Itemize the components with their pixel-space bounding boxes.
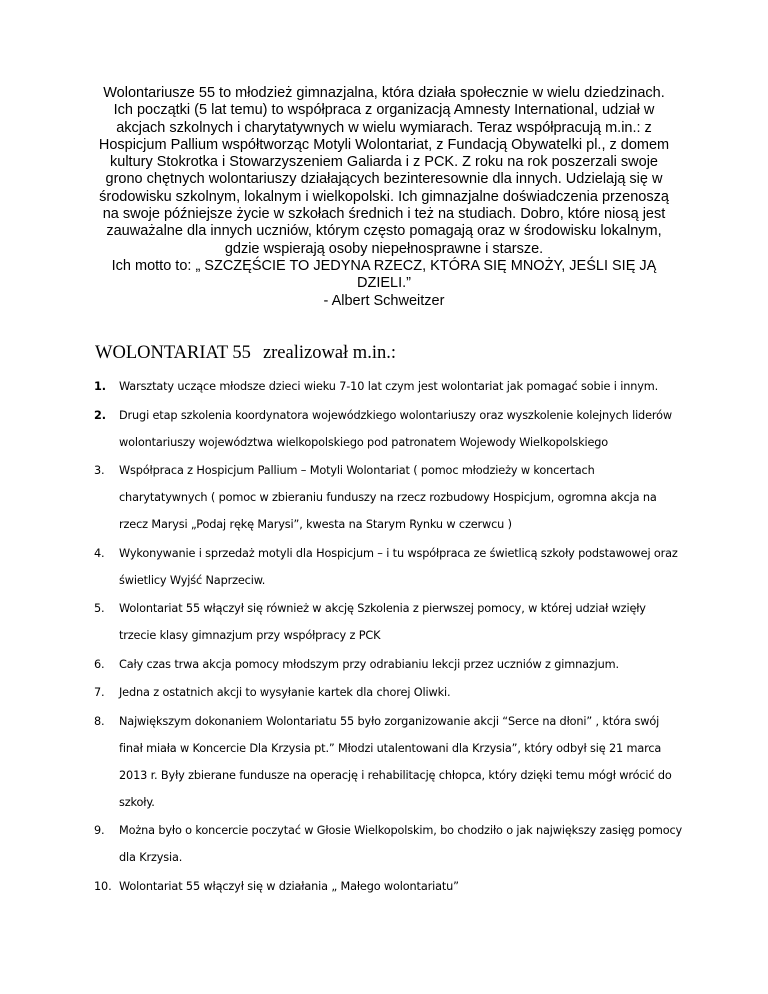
- list-item-number: 9.: [94, 824, 105, 837]
- list-item-number: 10.: [94, 879, 112, 893]
- list-item: [94, 817, 684, 871]
- list-item-number: 7.: [94, 686, 105, 699]
- list-item-text: Jedna z ostatnich akcji to wysyłanie kartek dla chorej Oliwki.: [119, 686, 451, 699]
- list-item-text: Wolontariat 55 włączył się w działania „ Małego wolontariatu”: [119, 879, 459, 893]
- list-item-number: 3.: [94, 464, 105, 477]
- achievements-list: [94, 373, 684, 901]
- list-item-number: 5.: [94, 602, 105, 615]
- list-item-text: Warsztaty uczące młodsze dzieci wieku 7-10 lat czym jest wolontariat jak pomagać sobie i innym.: [119, 380, 659, 393]
- intro-paragraph-1: Wolontariusze 55 to młodzież gimnazjalna, która działa społecznie w wielu dziedzinach.: [103, 85, 665, 101]
- list-item-number: 1.: [94, 380, 106, 393]
- intro-paragraph-2: Ich początki (5 lat temu) to współpraca z organizacją Amnesty International, udział w akcjach szkolnych i charytatywnych w wielu wymiarach. Teraz współpracują m.in.: z Hospicjum Pallium współtworząc Motyli Wolontariat, z Fundacją Obywatelki pl., z domem kultury Stokrotka i Stowarzyszeniem Galiarda i z PCK. Z roku na rok poszerzali swoje grono chętnych wolontariuszy działających bezinteresownie dla innych. Udzielają się w środowisku szkolnym, lokalnym i wielkopolski. Ich gimnazjalne doświadczenia przenoszą na swoje późniejsze życie w szkołach średnich i też na studiach. Dobro, które niosą jest zauważalne dla innych uczniów, którym często pomagają oraz w środowisku lokalnym, gdzie wspierają osoby niepełnosprawne i starsze.: [98, 102, 670, 257]
- list-item: [94, 708, 684, 816]
- list-item-number: 2.: [94, 408, 106, 422]
- list-item-number: 6.: [94, 657, 105, 671]
- motto-line: Ich motto to: „ SZCZĘŚCIE TO JEDYNA RZECZ, KTÓRA SIĘ MNOŻY, JEŚLI SIĘ JĄ DZIELI.”: [111, 257, 657, 292]
- list-item-text: Wykonywanie i sprzedaż motyli dla Hospicjum – i tu współpraca ze świetlicą szkoły podstawowej oraz świetlicy Wyjść Naprzeciw.: [119, 546, 678, 587]
- list-item: [94, 457, 684, 538]
- list-item-text: Cały czas trwa akcja pomocy młodszym przy odrabianiu lekcji przez uczniów z gimnazjum.: [119, 657, 619, 671]
- list-item: [94, 873, 684, 900]
- list-item: [94, 373, 684, 400]
- list-item: [94, 540, 684, 594]
- intro-section: [96, 85, 672, 310]
- list-item-text: Wolontariat 55 włączył się również w akcję Szkolenia z pierwszej pomocy, w której udział wzięły trzecie klasy gimnazjum przy współpracy z PCK: [119, 602, 646, 642]
- section-heading: [95, 341, 695, 365]
- list-item-text: Drugi etap szkolenia koordynatora wojewódzkiego wolontariuszy oraz wyszkolenie kolejnych liderów wolontariuszy województwa wielkopolskiego pod patronatem Wojewody Wielkopolskiego: [119, 408, 672, 449]
- list-item-text: Największym dokonaniem Wolontariatu 55 było zorganizowanie akcji “Serce na dłoni” , która swój finał miała w Koncercie Dla Krzysia pt.” Młodzi utalentowani dla Krzysia”, który odbył się 21 marca 2013 r. Były zbierane fundusze na operację i rehabilitację chłopca, który dzięki temu mógł wrócić do szkoły.: [119, 714, 672, 809]
- motto-author: - Albert Schweitzer: [323, 292, 445, 309]
- list-item: [94, 679, 684, 706]
- list-item-number: 4.: [94, 546, 105, 560]
- list-item-number: 8.: [94, 714, 105, 728]
- heading-subtitle: zrealizował m.in.:: [262, 343, 396, 363]
- list-item: [94, 651, 684, 678]
- heading-org-name: WOLONTARIAT 55: [95, 343, 251, 363]
- list-item-text: Można było o koncercie poczytać w Głosie Wielkopolskim, bo chodziło o jak największy zasięg pomocy dla Krzysia.: [119, 824, 683, 864]
- list-item: [94, 595, 684, 649]
- list-item-text: Współpraca z Hospicjum Pallium – Motyli Wolontariat ( pomoc młodzieży w koncertach charytatywnych ( pomoc w zbieraniu funduszy na rzecz rozbudowy Hospicjum, ogromna akcja na rzecz Marysi „Podaj rękę Marysi”, kwesta na Starym Rynku w czerwcu ): [119, 464, 657, 531]
- list-item: [94, 402, 684, 456]
